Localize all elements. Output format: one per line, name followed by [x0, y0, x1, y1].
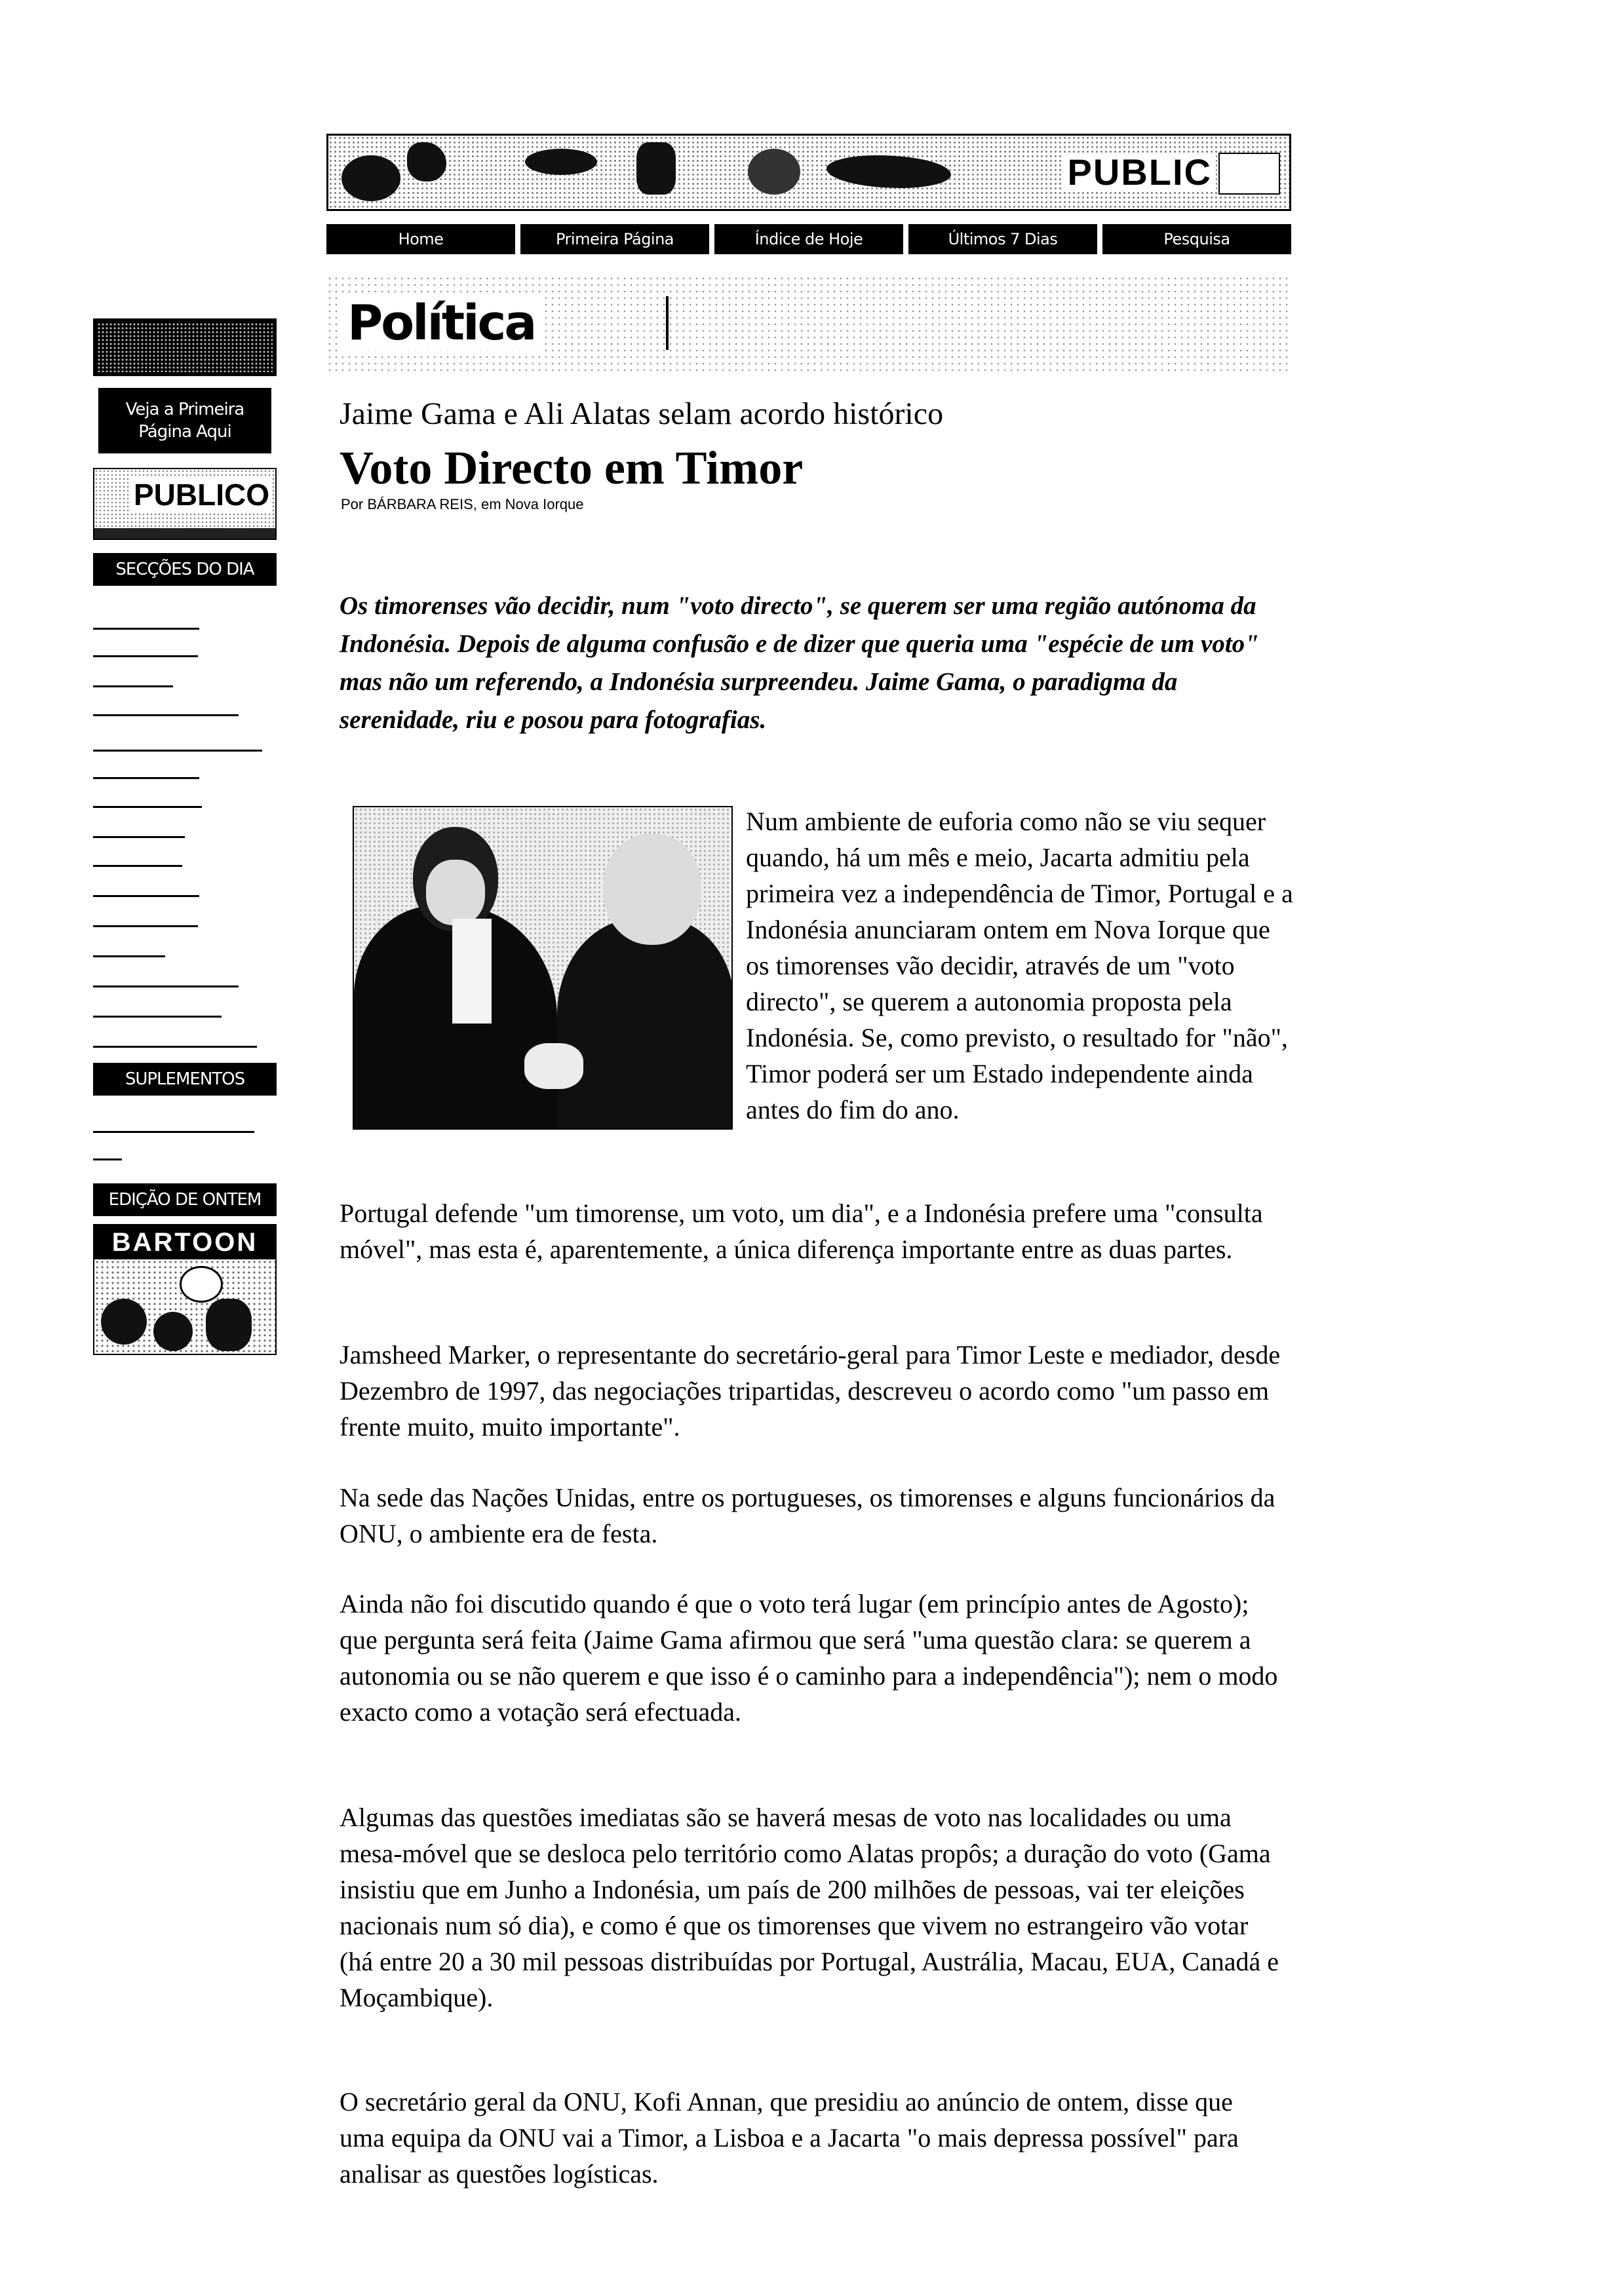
sidebar-bartoon-link[interactable]	[93, 1224, 277, 1355]
sidebar-section-link[interactable]	[93, 806, 202, 808]
nav-indice-de-hoje[interactable]: Índice de Hoje	[714, 224, 903, 254]
sidebar-supplements-header[interactable]: SUPLEMENTOS	[93, 1063, 277, 1096]
article-kicker: Jaime Gama e Ali Alatas selam acordo histórico	[340, 396, 944, 431]
article-paragraph: Portugal defende "um timorense, um voto, um dia", e a Indonésia prefere uma "consulta móvel", mas esta é, aparentemente, a única diferença importante entre as duas partes.	[340, 1198, 1263, 1264]
article-headline: Voto Directo em Timor	[340, 442, 804, 494]
sidebar-section-link[interactable]	[93, 655, 198, 657]
sidebar-top-graphic	[93, 318, 277, 376]
sidebar-publico-logo[interactable]	[93, 468, 277, 540]
article-photo	[353, 806, 733, 1130]
main-nav	[326, 224, 1291, 254]
banner-art-figure-4	[636, 142, 676, 195]
sidebar-supplement-link[interactable]	[93, 1131, 254, 1133]
article-paragraph: Na sede das Nações Unidas, entre os portugueses, os timorenses e alguns funcionários da ONU, o ambiente era de festa.	[340, 1483, 1275, 1548]
sidebar-section-link[interactable]	[93, 895, 199, 897]
article-lead: Os timorenses vão decidir, num "voto directo", se querem ser uma região autónoma da Indonésia. Depois de alguma confusão e de dizer que queria uma "espécie de um voto" mas não um referendo, a Indonésia surpreendeu. Jaime Gama, o paradigma da serenidade, riu e posou para fotografias.	[340, 592, 1259, 734]
article-paragraph: Ainda não foi discutido quando é que o voto terá lugar (em princípio antes de Agosto); que pergunta será feita (Jaime Gama afirmou que será "uma questão clara: se querem a autonomia ou se não querem e que isso é o caminho para a independência"); nem o modo exacto como a votação será efectuada.	[340, 1589, 1278, 1727]
sidebar-section-link[interactable]	[93, 836, 185, 838]
sidebar-section-link[interactable]	[93, 1016, 222, 1018]
sidebar-section-link[interactable]	[93, 865, 182, 867]
sidebar-logo-text: PUBLICO	[131, 477, 272, 512]
banner-art-figure-2	[407, 142, 446, 182]
sidebar-section-link[interactable]	[93, 955, 165, 957]
article-paragraph: O secretário geral da ONU, Kofi Annan, que presidiu ao anúncio de ontem, disse que uma equipa da ONU vai a Timor, a Lisboa e a Jacarta "o mais depressa possível" para analisar as questões logísticas.	[340, 2087, 1239, 2189]
banner-art-figure-3	[525, 149, 597, 175]
section-header	[326, 275, 1291, 371]
banner-art-figure-6	[827, 155, 951, 188]
nav-ultimos-7-dias[interactable]: Últimos 7 Dias	[908, 224, 1097, 254]
sidebar-section-link[interactable]	[93, 777, 199, 779]
banner-art-figure-5	[748, 149, 800, 195]
site-banner[interactable]	[326, 134, 1291, 211]
banner-art-figure-1	[341, 155, 400, 201]
sidebar-yesterday-link[interactable]: EDIÇÃO DE ONTEM	[93, 1183, 277, 1216]
sidebar-section-link[interactable]	[93, 714, 239, 716]
section-title: Política	[341, 295, 541, 351]
bartoon-title: BARTOON	[94, 1225, 275, 1259]
article-byline: Por BÁRBARA REIS, em Nova Iorque	[341, 496, 584, 512]
sidebar-section-link[interactable]	[93, 750, 262, 752]
nav-home[interactable]: Home	[326, 224, 515, 254]
nav-primeira-pagina[interactable]: Primeira Página	[520, 224, 709, 254]
section-divider	[666, 296, 669, 350]
banner-brand-mark	[1218, 153, 1280, 195]
sidebar-section-link[interactable]	[93, 925, 198, 927]
sidebar-section-link[interactable]	[93, 985, 239, 987]
banner-brand-logo: PUBLIC	[1064, 153, 1216, 192]
sidebar-logo-strip	[94, 528, 275, 539]
sidebar-promo-line-2: Página Aqui	[138, 422, 231, 442]
sidebar-section-link[interactable]	[93, 1046, 257, 1048]
article-paragraph: Algumas das questões imediatas são se haverá mesas de voto nas localidades ou uma mesa-móvel que se desloca pelo território como Alatas propôs; a duração do voto (Gama insistiu que em Junho a Indonésia, um país de 200 milhões de pessoas, vai ter eleições nacionais num só dia), e como é que os timorenses que vivem no estrangeiro vão votar (há entre 20 a 30 mil pessoas distribuídas por Portugal, Austrália, Macau, EUA, Canadá e Moçambique).	[340, 1803, 1279, 2012]
sidebar-section-link[interactable]	[93, 685, 173, 687]
sidebar-sections-header[interactable]: SECÇÕES DO DIA	[93, 553, 277, 586]
bartoon-cartoon-image	[94, 1259, 275, 1354]
sidebar-supplement-link[interactable]	[93, 1158, 122, 1160]
sidebar-section-link[interactable]	[93, 628, 199, 630]
article-paragraph: Jamsheed Marker, o representante do secretário-geral para Timor Leste e mediador, desde Dezembro de 1997, das negociações tripartidas, descreveu o acordo como "um passo em frente muito, muito importante".	[340, 1340, 1281, 1442]
article-paragraph: Num ambiente de euforia como não se viu sequer quando, há um mês e meio, Jacarta admitiu pela primeira vez a independência de Timor, Portugal e a Indonésia anunciaram ontem em Nova Iorque que os timorenses vão decidir, através de um "voto directo", se querem a autonomia proposta pela Indonésia. Se, como previsto, o resultado for "não", Timor poderá ser um Estado independente ainda antes do fim do ano.	[746, 807, 1293, 1124]
sidebar-front-page-link[interactable]	[98, 388, 271, 453]
nav-pesquisa[interactable]: Pesquisa	[1102, 224, 1291, 254]
sidebar-promo-line-1: Veja a Primeira	[125, 400, 244, 419]
